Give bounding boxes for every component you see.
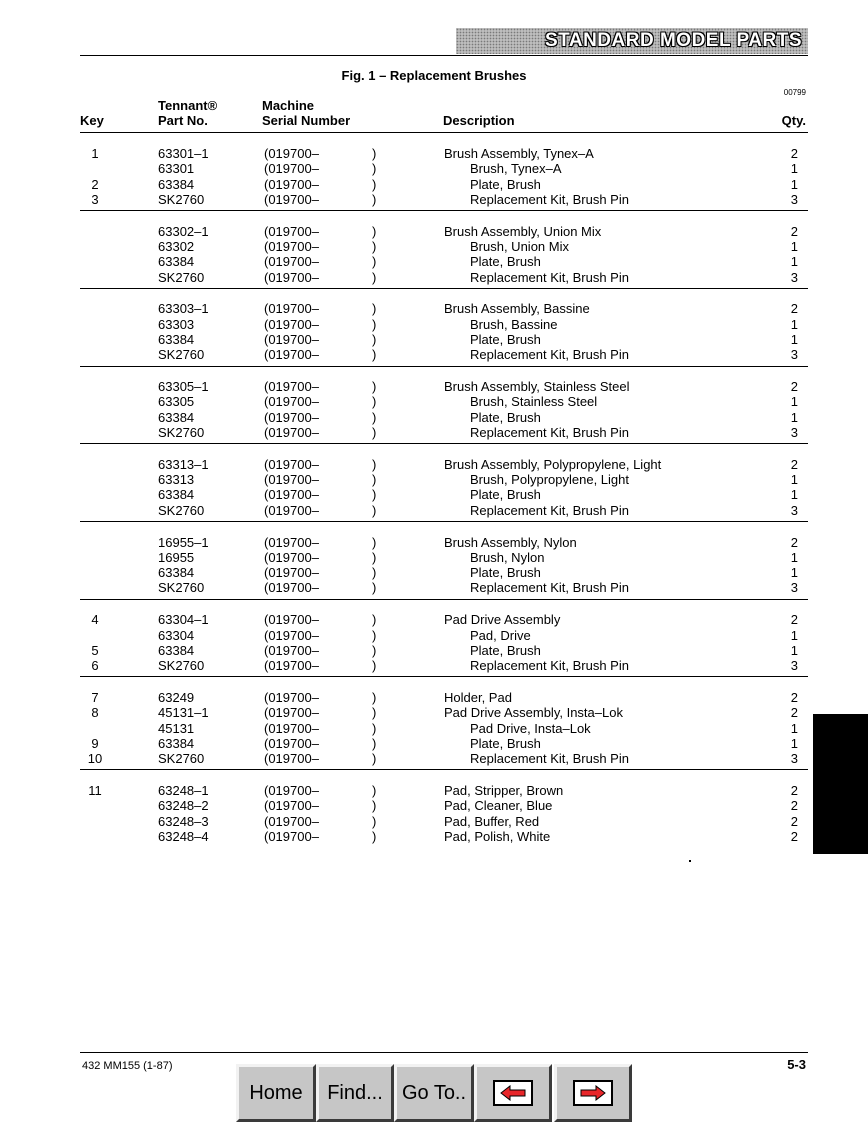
serial-close-cell: ) bbox=[372, 487, 377, 503]
table-row bbox=[0, 425, 868, 440]
table-row bbox=[0, 628, 868, 643]
quantity-cell: 1 bbox=[790, 161, 798, 177]
serial-number-cell: (019700– bbox=[264, 798, 319, 814]
description-cell: Brush, Polypropylene, Light bbox=[470, 472, 629, 488]
part-number-cell: 63301–1 bbox=[158, 146, 209, 161]
description-cell: Brush, Bassine bbox=[470, 316, 558, 332]
part-number-cell: 63248–3 bbox=[158, 813, 209, 829]
serial-close-cell: ) bbox=[372, 720, 377, 736]
table-row bbox=[0, 643, 868, 658]
description-cell: Replacement Kit, Brush Pin bbox=[470, 502, 629, 518]
serial-close-cell: ) bbox=[372, 394, 377, 410]
section-tab bbox=[813, 714, 868, 854]
table-row bbox=[0, 487, 868, 502]
part-number-cell: 63384 bbox=[158, 254, 195, 270]
description-cell: Plate, Brush bbox=[470, 332, 541, 347]
part-number-cell: 63303–1 bbox=[158, 301, 209, 317]
table-row bbox=[0, 254, 868, 269]
group-divider bbox=[80, 210, 808, 211]
quantity-cell: 1 bbox=[790, 254, 798, 270]
serial-close-cell: ) bbox=[372, 347, 377, 363]
quantity-cell: 2 bbox=[790, 223, 798, 239]
table-row bbox=[0, 783, 868, 798]
serial-close-cell: ) bbox=[372, 269, 377, 285]
table-row bbox=[0, 239, 868, 254]
description-cell: Brush Assembly, Bassine bbox=[444, 301, 590, 317]
serial-number-cell: (019700– bbox=[264, 456, 319, 472]
serial-number-cell: (019700– bbox=[264, 828, 319, 844]
serial-close-cell: ) bbox=[372, 658, 377, 674]
serial-close-cell: ) bbox=[372, 425, 377, 440]
key-cell: 7 bbox=[91, 689, 99, 705]
description-cell: Replacement Kit, Brush Pin bbox=[470, 347, 629, 363]
part-number-cell: 16955–1 bbox=[158, 534, 209, 550]
serial-number-cell: (019700– bbox=[264, 658, 319, 674]
stray-mark bbox=[689, 860, 691, 862]
serial-number-cell: (019700– bbox=[264, 316, 319, 332]
key-cell: 6 bbox=[91, 658, 99, 674]
serial-close-cell: ) bbox=[372, 456, 377, 472]
key-cell: 4 bbox=[91, 612, 99, 628]
quantity-cell: 3 bbox=[790, 502, 798, 518]
description-cell: Brush, Union Mix bbox=[470, 239, 569, 254]
group-divider bbox=[80, 599, 808, 600]
description-cell: Pad, Buffer, Red bbox=[444, 813, 540, 829]
description-cell: Brush, Nylon bbox=[470, 549, 545, 565]
next-page-button[interactable] bbox=[554, 1064, 632, 1122]
part-number-cell: 63248–2 bbox=[158, 798, 209, 814]
description-cell: Brush Assembly, Tynex–A bbox=[444, 146, 594, 161]
part-number-cell: 63304 bbox=[158, 627, 195, 643]
part-number-cell: 63313 bbox=[158, 472, 195, 488]
group-divider bbox=[80, 676, 808, 677]
description-cell: Replacement Kit, Brush Pin bbox=[470, 425, 629, 440]
serial-close-cell: ) bbox=[372, 580, 377, 596]
serial-number-cell: (019700– bbox=[264, 612, 319, 628]
description-cell: Brush Assembly, Nylon bbox=[444, 534, 577, 550]
serial-number-cell: (019700– bbox=[264, 642, 319, 658]
serial-number-cell: (019700– bbox=[264, 782, 319, 798]
description-cell: Plate, Brush bbox=[470, 176, 541, 192]
part-number-cell: SK2760 bbox=[158, 502, 205, 518]
part-number-cell: 63304–1 bbox=[158, 612, 209, 628]
footer-doc-id: 432 MM155 (1-87) bbox=[82, 1060, 173, 1072]
quantity-cell: 1 bbox=[790, 239, 798, 254]
table-row bbox=[0, 751, 868, 766]
col-key: Key bbox=[80, 113, 104, 128]
col-serial-line1: Machine bbox=[262, 98, 315, 113]
table-row bbox=[0, 798, 868, 813]
table-row bbox=[0, 177, 868, 192]
group-divider bbox=[80, 521, 808, 522]
description-cell: Brush Assembly, Stainless Steel bbox=[444, 379, 630, 395]
quantity-cell: 3 bbox=[790, 347, 798, 363]
quantity-cell: 1 bbox=[790, 332, 798, 347]
description-cell: Plate, Brush bbox=[470, 565, 541, 581]
serial-number-cell: (019700– bbox=[264, 580, 319, 596]
serial-close-cell: ) bbox=[372, 161, 377, 177]
table-row bbox=[0, 829, 868, 844]
serial-close-cell: ) bbox=[372, 191, 377, 207]
description-cell: Replacement Kit, Brush Pin bbox=[470, 751, 629, 767]
table-row bbox=[0, 565, 868, 580]
serial-close-cell: ) bbox=[372, 316, 377, 332]
serial-close-cell: ) bbox=[372, 549, 377, 565]
serial-close-cell: ) bbox=[372, 612, 377, 628]
description-cell: Pad, Polish, White bbox=[444, 828, 551, 844]
table-row bbox=[0, 658, 868, 673]
left-arrow-icon bbox=[493, 1080, 533, 1106]
key-cell: 1 bbox=[91, 146, 99, 161]
quantity-cell: 2 bbox=[790, 782, 798, 798]
serial-close-cell: ) bbox=[372, 689, 377, 705]
serial-number-cell: (019700– bbox=[264, 332, 319, 347]
serial-number-cell: (019700– bbox=[264, 409, 319, 425]
group-divider bbox=[80, 769, 808, 770]
table-row bbox=[0, 410, 868, 425]
quantity-cell: 1 bbox=[790, 176, 798, 192]
home-button[interactable]: Home bbox=[236, 1064, 316, 1122]
table-row bbox=[0, 580, 868, 595]
key-cell: 9 bbox=[91, 735, 99, 751]
serial-close-cell: ) bbox=[372, 502, 377, 518]
col-description: Description bbox=[443, 113, 515, 128]
figure-title: Fig. 1 – Replacement Brushes bbox=[341, 68, 527, 83]
quantity-cell: 2 bbox=[790, 379, 798, 395]
description-cell: Replacement Kit, Brush Pin bbox=[470, 658, 629, 674]
part-number-cell: 63248–1 bbox=[158, 782, 209, 798]
part-number-cell: 63384 bbox=[158, 332, 195, 347]
description-cell: Plate, Brush bbox=[470, 642, 541, 658]
quantity-cell: 2 bbox=[790, 813, 798, 829]
description-cell: Replacement Kit, Brush Pin bbox=[470, 269, 629, 285]
table-row bbox=[0, 332, 868, 347]
serial-close-cell: ) bbox=[372, 223, 377, 239]
description-cell: Plate, Brush bbox=[470, 254, 541, 270]
quantity-cell: 3 bbox=[790, 191, 798, 207]
col-part-line1: Tennant® bbox=[158, 98, 218, 113]
part-number-cell: SK2760 bbox=[158, 347, 205, 363]
part-number-cell: 63384 bbox=[158, 176, 195, 192]
serial-number-cell: (019700– bbox=[264, 735, 319, 751]
part-number-cell: 45131 bbox=[158, 720, 195, 736]
key-cell: 8 bbox=[91, 705, 99, 721]
part-number-cell: 63384 bbox=[158, 642, 195, 658]
table-row bbox=[0, 472, 868, 487]
description-cell: Pad Drive, Insta–Lok bbox=[470, 720, 591, 736]
section-banner bbox=[456, 28, 808, 54]
serial-close-cell: ) bbox=[372, 642, 377, 658]
table-row bbox=[0, 394, 868, 409]
description-cell: Pad, Cleaner, Blue bbox=[444, 798, 553, 814]
part-number-cell: SK2760 bbox=[158, 269, 205, 285]
table-header-rule bbox=[80, 132, 808, 133]
part-number-cell: 63301 bbox=[158, 161, 195, 177]
key-cell: 3 bbox=[91, 191, 99, 207]
table-row bbox=[0, 224, 868, 239]
quantity-cell: 3 bbox=[790, 425, 798, 440]
serial-close-cell: ) bbox=[372, 472, 377, 488]
serial-number-cell: (019700– bbox=[264, 347, 319, 363]
serial-number-cell: (019700– bbox=[264, 301, 319, 317]
part-number-cell: 45131–1 bbox=[158, 705, 209, 721]
serial-close-cell: ) bbox=[372, 534, 377, 550]
description-cell: Plate, Brush bbox=[470, 735, 541, 751]
quantity-cell: 1 bbox=[790, 549, 798, 565]
col-serial-line2: Serial Number bbox=[262, 113, 351, 128]
serial-number-cell: (019700– bbox=[264, 472, 319, 488]
right-arrow-icon bbox=[573, 1080, 613, 1106]
serial-number-cell: (019700– bbox=[264, 176, 319, 192]
quantity-cell: 2 bbox=[790, 612, 798, 628]
serial-number-cell: (019700– bbox=[264, 689, 319, 705]
description-cell: Pad Drive Assembly bbox=[444, 612, 561, 628]
serial-close-cell: ) bbox=[372, 254, 377, 270]
part-number-cell: 16955 bbox=[158, 549, 195, 565]
quantity-cell: 2 bbox=[790, 146, 798, 161]
serial-close-cell: ) bbox=[372, 735, 377, 751]
table-row bbox=[0, 146, 868, 161]
quantity-cell: 1 bbox=[790, 735, 798, 751]
serial-close-cell: ) bbox=[372, 627, 377, 643]
table-row bbox=[0, 705, 868, 720]
serial-close-cell: ) bbox=[372, 332, 377, 347]
table-row bbox=[0, 317, 868, 332]
serial-number-cell: (019700– bbox=[264, 720, 319, 736]
serial-close-cell: ) bbox=[372, 146, 377, 161]
table-row bbox=[0, 814, 868, 829]
quantity-cell: 3 bbox=[790, 751, 798, 767]
quantity-cell: 1 bbox=[790, 642, 798, 658]
serial-close-cell: ) bbox=[372, 751, 377, 767]
header-rule bbox=[80, 55, 808, 56]
quantity-cell: 1 bbox=[790, 316, 798, 332]
serial-close-cell: ) bbox=[372, 379, 377, 395]
table-row bbox=[0, 503, 868, 518]
goto-button[interactable]: Go To.. bbox=[394, 1064, 474, 1122]
quantity-cell: 1 bbox=[790, 565, 798, 581]
group-divider bbox=[80, 288, 808, 289]
table-row bbox=[0, 736, 868, 751]
part-number-cell: 63384 bbox=[158, 409, 195, 425]
description-cell: Pad, Stripper, Brown bbox=[444, 782, 564, 798]
key-cell: 10 bbox=[87, 751, 103, 767]
serial-number-cell: (019700– bbox=[264, 269, 319, 285]
table-row bbox=[0, 721, 868, 736]
description-cell: Plate, Brush bbox=[470, 409, 541, 425]
table-row bbox=[0, 690, 868, 705]
section-banner-title: STANDARD MODEL PARTS bbox=[545, 30, 802, 51]
serial-close-cell: ) bbox=[372, 239, 377, 254]
serial-close-cell: ) bbox=[372, 782, 377, 798]
part-number-cell: 63384 bbox=[158, 735, 195, 751]
quantity-cell: 2 bbox=[790, 798, 798, 814]
table-row bbox=[0, 347, 868, 362]
serial-number-cell: (019700– bbox=[264, 379, 319, 395]
key-cell: 5 bbox=[91, 642, 99, 658]
serial-close-cell: ) bbox=[372, 565, 377, 581]
quantity-cell: 3 bbox=[790, 658, 798, 674]
serial-close-cell: ) bbox=[372, 813, 377, 829]
description-cell: Pad Drive Assembly, Insta–Lok bbox=[444, 705, 623, 721]
description-cell: Brush Assembly, Polypropylene, Light bbox=[444, 456, 662, 472]
serial-close-cell: ) bbox=[372, 828, 377, 844]
serial-number-cell: (019700– bbox=[264, 565, 319, 581]
serial-number-cell: (019700– bbox=[264, 161, 319, 177]
part-number-cell: 63302 bbox=[158, 239, 195, 254]
serial-close-cell: ) bbox=[372, 705, 377, 721]
part-number-cell: 63303 bbox=[158, 316, 195, 332]
serial-close-cell: ) bbox=[372, 409, 377, 425]
serial-number-cell: (019700– bbox=[264, 487, 319, 503]
page-number: 5-3 bbox=[787, 1057, 806, 1072]
footer-rule bbox=[80, 1052, 808, 1053]
quantity-cell: 2 bbox=[790, 689, 798, 705]
quantity-cell: 1 bbox=[790, 394, 798, 410]
serial-number-cell: (019700– bbox=[264, 751, 319, 767]
part-number-cell: 63305 bbox=[158, 394, 195, 410]
serial-number-cell: (019700– bbox=[264, 705, 319, 721]
table-row bbox=[0, 192, 868, 207]
serial-number-cell: (019700– bbox=[264, 223, 319, 239]
serial-number-cell: (019700– bbox=[264, 813, 319, 829]
part-number-cell: 63384 bbox=[158, 565, 195, 581]
description-cell: Replacement Kit, Brush Pin bbox=[470, 191, 629, 207]
part-number-cell: SK2760 bbox=[158, 751, 205, 767]
col-qty: Qty. bbox=[781, 113, 806, 128]
quantity-cell: 1 bbox=[790, 627, 798, 643]
part-number-cell: SK2760 bbox=[158, 425, 205, 440]
part-number-cell: SK2760 bbox=[158, 580, 205, 596]
serial-number-cell: (019700– bbox=[264, 627, 319, 643]
serial-number-cell: (019700– bbox=[264, 239, 319, 254]
serial-number-cell: (019700– bbox=[264, 146, 319, 161]
table-row bbox=[0, 379, 868, 394]
key-cell: 11 bbox=[88, 782, 102, 798]
quantity-cell: 3 bbox=[790, 580, 798, 596]
group-divider bbox=[80, 443, 808, 444]
table-row bbox=[0, 550, 868, 565]
quantity-cell: 2 bbox=[790, 534, 798, 550]
serial-number-cell: (019700– bbox=[264, 425, 319, 440]
description-cell: Brush Assembly, Union Mix bbox=[444, 223, 602, 239]
table-row bbox=[0, 161, 868, 176]
description-cell: Replacement Kit, Brush Pin bbox=[470, 580, 629, 596]
description-cell: Brush, Stainless Steel bbox=[470, 394, 598, 410]
quantity-cell: 3 bbox=[790, 269, 798, 285]
serial-close-cell: ) bbox=[372, 301, 377, 317]
quantity-cell: 1 bbox=[790, 487, 798, 503]
serial-number-cell: (019700– bbox=[264, 191, 319, 207]
quantity-cell: 1 bbox=[790, 409, 798, 425]
serial-close-cell: ) bbox=[372, 798, 377, 814]
key-cell: 2 bbox=[91, 176, 99, 192]
quantity-cell: 1 bbox=[790, 472, 798, 488]
part-number-cell: SK2760 bbox=[158, 191, 205, 207]
table-row bbox=[0, 270, 868, 285]
serial-number-cell: (019700– bbox=[264, 549, 319, 565]
description-cell: Holder, Pad bbox=[444, 689, 512, 705]
figure-code: 00799 bbox=[783, 88, 806, 97]
table-row bbox=[0, 535, 868, 550]
col-part-line2: Part No. bbox=[158, 113, 208, 128]
part-number-cell: 63302–1 bbox=[158, 223, 209, 239]
previous-page-button[interactable] bbox=[474, 1064, 552, 1122]
quantity-cell: 2 bbox=[790, 301, 798, 317]
description-cell: Pad, Drive bbox=[470, 627, 531, 643]
part-number-cell: 63384 bbox=[158, 487, 195, 503]
serial-number-cell: (019700– bbox=[264, 502, 319, 518]
quantity-cell: 2 bbox=[790, 456, 798, 472]
description-cell: Brush, Tynex–A bbox=[470, 161, 562, 177]
part-number-cell: 63313–1 bbox=[158, 456, 209, 472]
quantity-cell: 2 bbox=[790, 828, 798, 844]
table-row bbox=[0, 457, 868, 472]
part-number-cell: SK2760 bbox=[158, 658, 205, 674]
serial-number-cell: (019700– bbox=[264, 394, 319, 410]
quantity-cell: 1 bbox=[790, 720, 798, 736]
quantity-cell: 2 bbox=[790, 705, 798, 721]
part-number-cell: 63249 bbox=[158, 689, 195, 705]
serial-number-cell: (019700– bbox=[264, 254, 319, 270]
find-button[interactable]: Find... bbox=[316, 1064, 394, 1122]
table-row bbox=[0, 612, 868, 627]
part-number-cell: 63248–4 bbox=[158, 828, 209, 844]
group-divider bbox=[80, 366, 808, 367]
description-cell: Plate, Brush bbox=[470, 487, 541, 503]
table-row bbox=[0, 301, 868, 316]
part-number-cell: 63305–1 bbox=[158, 379, 209, 395]
serial-number-cell: (019700– bbox=[264, 534, 319, 550]
serial-close-cell: ) bbox=[372, 176, 377, 192]
